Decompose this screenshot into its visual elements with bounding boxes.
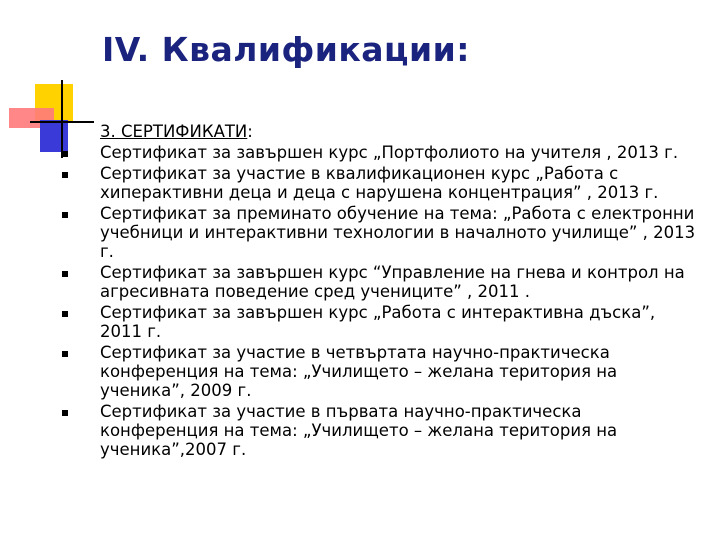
bullet-square-icon [62,212,68,218]
bullet-square-icon [62,410,68,416]
list-item-text: Сертификат за участие в квалификационен курс „Работа с хиперактивни деца и деца с нарушена концентрация” , 2013 г. [100,164,659,202]
section-heading [100,122,700,141]
list-item [60,164,700,202]
list-item-text: Сертификат за завършен курс „Портфолиото на учителя , 2013 г. [100,143,679,162]
list-item [60,343,700,400]
list-item [60,402,700,459]
list-item [60,143,700,162]
bullet-square-icon [62,271,68,277]
section-heading-colon: : [247,122,253,141]
list-item-text: Сертификат за преминато обучение на тема: „Работа с електронни учебници и интерактивни технологии в началното училище” , 2013 г. [100,204,696,261]
list-item-text: Сертификат за завършен курс „Работа с интерактивна дъска”, 2011 г. [100,303,656,341]
list-item [60,263,700,301]
list-item-text: Сертификат за участие в четвъртата научно-практическа конференция на тема: „Училището – желана територия на ученика”, 2009 г. [100,343,618,400]
bullet-square-icon [62,351,68,357]
section-heading-text: 3. СЕРТИФИКАТИ [100,122,248,141]
slide-content [60,122,700,459]
slide-title: IV. Квалификации: [102,30,470,69]
list-item-text: Сертификат за завършен курс “Управление на гнева и контрол на агресивната поведение сред учениците” , 2011 . [100,263,685,301]
list-item [60,303,700,341]
bullet-square-icon [62,151,68,157]
list-item [60,204,700,261]
certificate-list [60,143,700,459]
list-item-text: Сертификат за участие в първата научно-практическа конференция на тема: „Училището – желана територия на ученика”,2007 г. [100,402,618,459]
bullet-square-icon [62,172,68,178]
bullet-square-icon [62,311,68,317]
